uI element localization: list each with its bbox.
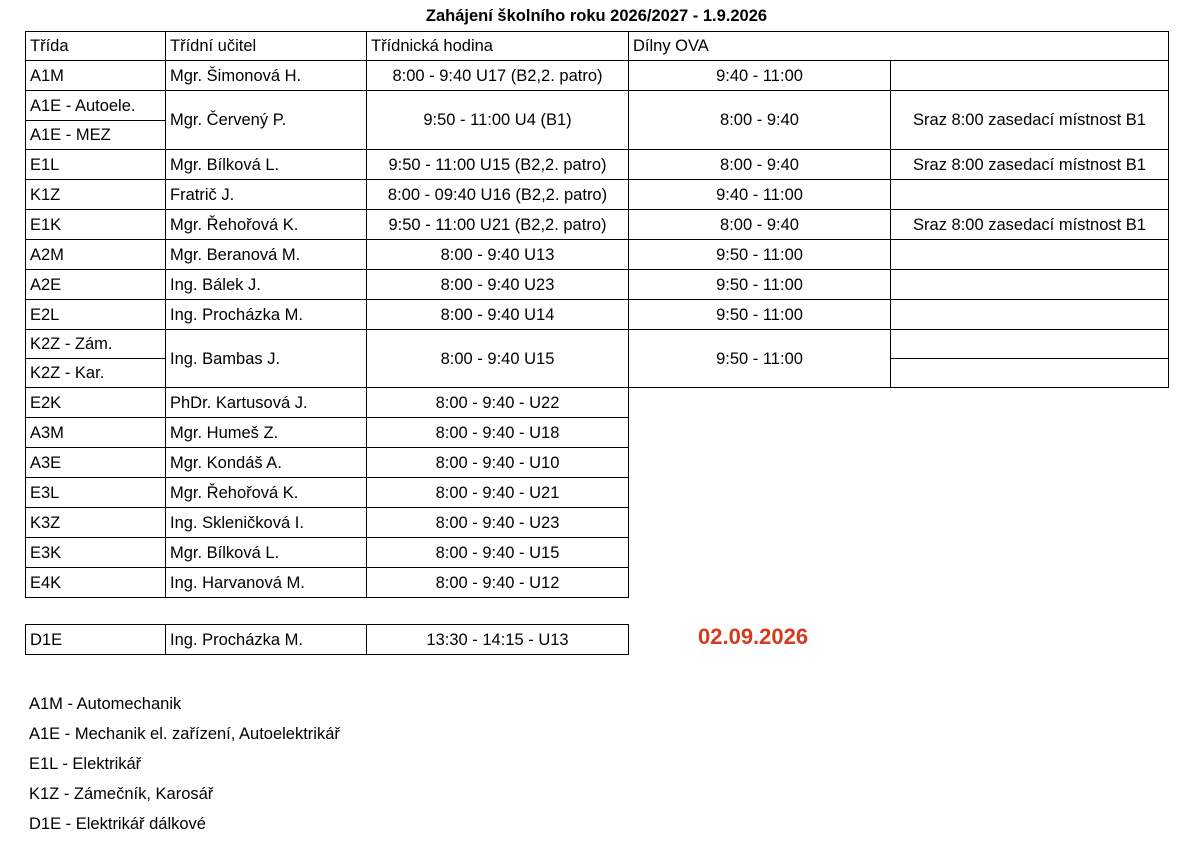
table-row bbox=[26, 508, 1169, 538]
note-cell: Sraz 8:00 zasedací místnost B1 bbox=[891, 150, 1169, 180]
note-cell bbox=[891, 300, 1169, 330]
legend-item: A1E - Mechanik el. zařízení, Autoelektrikář bbox=[29, 725, 340, 743]
workshop-cell: 8:00 - 9:40 bbox=[629, 150, 891, 180]
hour-cell: 8:00 - 9:40 U17 (B2,2. patro) bbox=[367, 61, 629, 91]
table-row bbox=[26, 270, 1169, 300]
hour-cell: 8:00 - 9:40 - U15 bbox=[367, 538, 629, 568]
teacher-cell: Ing. Procházka M. bbox=[166, 625, 367, 655]
legend-item: A1M - Automechanik bbox=[29, 695, 182, 713]
hour-cell: 8:00 - 9:40 - U18 bbox=[367, 418, 629, 448]
class-cell: K2Z - Kar. bbox=[26, 359, 166, 388]
teacher-cell: Ing. Procházka M. bbox=[166, 300, 367, 330]
workshop-cell: 9:50 - 11:00 bbox=[629, 240, 891, 270]
workshop-cell: 9:50 - 11:00 bbox=[629, 300, 891, 330]
class-cell: A3E bbox=[26, 448, 166, 478]
page-title: Zahájení školního roku 2026/2027 - 1.9.2026 bbox=[425, 7, 768, 25]
teacher-cell: Mgr. Bílková L. bbox=[166, 150, 367, 180]
table-row bbox=[26, 625, 629, 655]
teacher-cell: Ing. Harvanová M. bbox=[166, 568, 367, 598]
hour-cell: 8:00 - 9:40 - U23 bbox=[367, 508, 629, 538]
hour-cell: 8:00 - 9:40 - U22 bbox=[367, 388, 629, 418]
workshop-cell: 9:40 - 11:00 bbox=[629, 180, 891, 210]
class-cell: K2Z - Zám. bbox=[26, 330, 166, 359]
note-cell: Sraz 8:00 zasedací místnost B1 bbox=[891, 210, 1169, 240]
class-cell: D1E bbox=[26, 625, 166, 655]
note-cell bbox=[891, 359, 1169, 388]
teacher-cell: Mgr. Bílková L. bbox=[166, 538, 367, 568]
hour-cell: 8:00 - 9:40 U14 bbox=[367, 300, 629, 330]
table-row bbox=[26, 388, 1169, 418]
teacher-cell: Mgr. Červený P. bbox=[166, 91, 367, 150]
table-row bbox=[26, 478, 1169, 508]
table-header-row bbox=[26, 32, 1169, 61]
table-row bbox=[26, 210, 1169, 240]
legend-item: K1Z - Zámečník, Karosář bbox=[29, 785, 214, 803]
hour-cell: 8:00 - 9:40 U15 bbox=[367, 330, 629, 388]
class-cell: A1E - MEZ bbox=[26, 121, 166, 150]
note-cell bbox=[891, 180, 1169, 210]
note-cell: Sraz 8:00 zasedací místnost B1 bbox=[891, 91, 1169, 150]
workshop-cell: 9:50 - 11:00 bbox=[629, 330, 891, 388]
workshop-cell: 8:00 - 9:40 bbox=[629, 210, 891, 240]
workshop-cell: 9:50 - 11:00 bbox=[629, 270, 891, 300]
class-cell: A1M bbox=[26, 61, 166, 91]
teacher-cell: Mgr. Beranová M. bbox=[166, 240, 367, 270]
hour-cell: 8:00 - 9:40 U13 bbox=[367, 240, 629, 270]
hour-cell: 9:50 - 11:00 U15 (B2,2. patro) bbox=[367, 150, 629, 180]
header-homeroom-hour: Třídnická hodina bbox=[367, 32, 629, 61]
note-cell bbox=[891, 240, 1169, 270]
hour-cell: 8:00 - 9:40 - U10 bbox=[367, 448, 629, 478]
teacher-cell: Mgr. Kondáš A. bbox=[166, 448, 367, 478]
table-row bbox=[26, 448, 1169, 478]
legend-item: E1L - Elektrikář bbox=[29, 755, 142, 773]
workshop-cell: 8:00 - 9:40 bbox=[629, 91, 891, 150]
teacher-cell: Mgr. Řehořová K. bbox=[166, 478, 367, 508]
teacher-cell: Mgr. Humeš Z. bbox=[166, 418, 367, 448]
teacher-cell: Ing. Skleničková I. bbox=[166, 508, 367, 538]
class-cell: A1E - Autoele. bbox=[26, 91, 166, 121]
distance-study-table bbox=[25, 624, 629, 655]
teacher-cell: Fratrič J. bbox=[166, 180, 367, 210]
class-cell: A2M bbox=[26, 240, 166, 270]
table-row bbox=[26, 180, 1169, 210]
header-workshop: Dílny OVA bbox=[629, 32, 1169, 61]
table-row bbox=[26, 91, 1169, 121]
note-cell bbox=[891, 270, 1169, 300]
teacher-cell: Mgr. Šimonová H. bbox=[166, 61, 367, 91]
schedule-table bbox=[25, 31, 1169, 598]
class-cell: E3K bbox=[26, 538, 166, 568]
note-cell bbox=[891, 330, 1169, 359]
teacher-cell: Ing. Bálek J. bbox=[166, 270, 367, 300]
class-cell: K1Z bbox=[26, 180, 166, 210]
class-cell: E3L bbox=[26, 478, 166, 508]
hour-cell: 8:00 - 09:40 U16 (B2,2. patro) bbox=[367, 180, 629, 210]
header-teacher: Třídní učitel bbox=[166, 32, 367, 61]
note-cell bbox=[891, 61, 1169, 91]
class-cell: E2L bbox=[26, 300, 166, 330]
class-cell: K3Z bbox=[26, 508, 166, 538]
hour-cell: 9:50 - 11:00 U4 (B1) bbox=[367, 91, 629, 150]
table-row bbox=[26, 150, 1169, 180]
teacher-cell: PhDr. Kartusová J. bbox=[166, 388, 367, 418]
class-cell: E1L bbox=[26, 150, 166, 180]
hour-cell: 8:00 - 9:40 - U21 bbox=[367, 478, 629, 508]
class-legend bbox=[29, 689, 340, 839]
class-cell: E4K bbox=[26, 568, 166, 598]
table-row bbox=[26, 240, 1169, 270]
table-row bbox=[26, 568, 1169, 598]
header-class: Třída bbox=[26, 32, 166, 61]
table-row bbox=[26, 300, 1169, 330]
class-cell: E1K bbox=[26, 210, 166, 240]
class-cell: E2K bbox=[26, 388, 166, 418]
hour-cell: 8:00 - 9:40 - U12 bbox=[367, 568, 629, 598]
distance-date: 02.09.2026 bbox=[698, 624, 809, 649]
table-row bbox=[26, 418, 1169, 448]
class-cell: A2E bbox=[26, 270, 166, 300]
hour-cell: 8:00 - 9:40 U23 bbox=[367, 270, 629, 300]
teacher-cell: Mgr. Řehořová K. bbox=[166, 210, 367, 240]
hour-cell: 9:50 - 11:00 U21 (B2,2. patro) bbox=[367, 210, 629, 240]
class-cell: A3M bbox=[26, 418, 166, 448]
table-row bbox=[26, 538, 1169, 568]
table-row bbox=[26, 330, 1169, 359]
legend-item: D1E - Elektrikář dálkové bbox=[29, 815, 206, 833]
table-row bbox=[26, 61, 1169, 91]
hour-cell: 13:30 - 14:15 - U13 bbox=[367, 625, 629, 655]
teacher-cell: Ing. Bambas J. bbox=[166, 330, 367, 388]
workshop-cell: 9:40 - 11:00 bbox=[629, 61, 891, 91]
